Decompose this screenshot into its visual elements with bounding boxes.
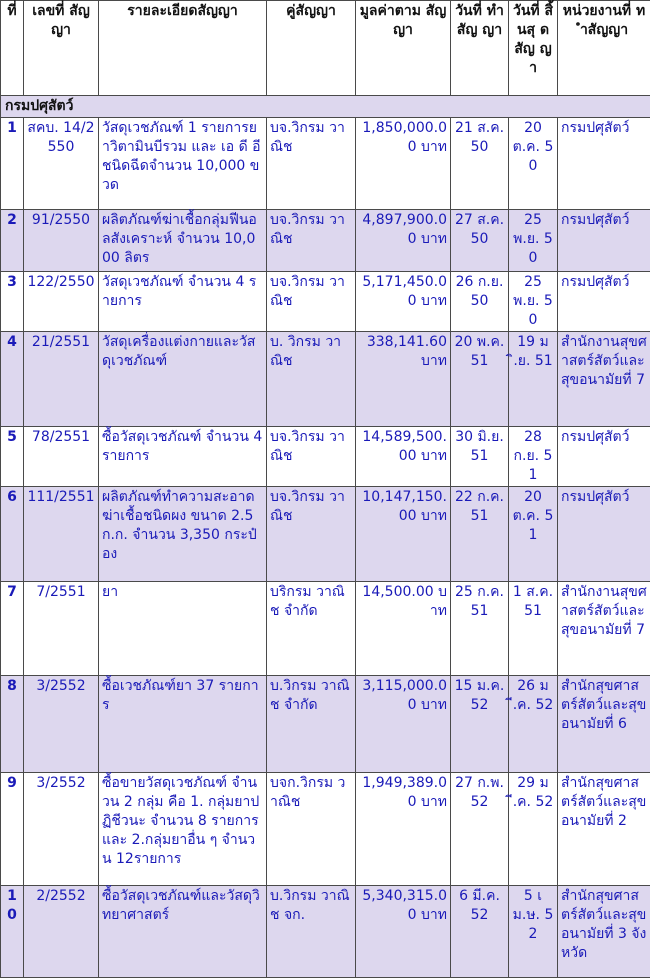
- cell-detail: ยา: [99, 582, 267, 676]
- cell-contract-no: 91/2550: [24, 210, 99, 272]
- cell-contract-no: 78/2551: [24, 427, 99, 487]
- cell-value: 10,147,150.00 บาท: [356, 487, 451, 582]
- cell-agency: สำนักสุขศาสตร์สัตว์และสุขอนามัยที่ 2: [558, 773, 650, 886]
- cell-start-date: 15 ม.ค. 52: [451, 676, 509, 773]
- cell-no: 7: [1, 582, 24, 676]
- cell-agency: กรมปศุสัตว์: [558, 487, 650, 582]
- cell-end-date: 19 มิ.ย. 51: [509, 332, 558, 427]
- col-party-header: คู่สัญญา: [267, 1, 356, 96]
- cell-value: 5,171,450.00 บาท: [356, 272, 451, 332]
- cell-contract-no: 2/2552: [24, 886, 99, 978]
- cell-no: 10: [1, 886, 24, 978]
- cell-detail: ซื้อวัสดุเวชภัณฑ์และวัสดุวิทยาศาสตร์: [99, 886, 267, 978]
- cell-party: บจ.วิกรม วาณิช: [267, 272, 356, 332]
- cell-contract-no: 3/2552: [24, 676, 99, 773]
- cell-value: 338,141.60 บาท: [356, 332, 451, 427]
- cell-no: 3: [1, 272, 24, 332]
- cell-detail: ซื้อวัสดุเวชภัณฑ์ จำนวน 4 รายการ: [99, 427, 267, 487]
- cell-agency: สำนักงานสุขศาสตร์สัตว์และสุขอนามัยที่ 7: [558, 582, 650, 676]
- cell-contract-no: 21/2551: [24, 332, 99, 427]
- cell-party: บ.วิกรม วาณิช จก.: [267, 886, 356, 978]
- cell-no: 2: [1, 210, 24, 272]
- col-start-date-header: วันที่ ทำ สัญ ญา: [451, 1, 509, 96]
- cell-agency: สำนักสุขศาสตร์สัตว์และสุขอนามัยที่ 3 จังหวัด: [558, 886, 650, 978]
- cell-no: 9: [1, 773, 24, 886]
- table-row: [1, 210, 650, 272]
- cell-party: บจก.วิกรม วาณิช: [267, 773, 356, 886]
- cell-detail: วัสดุเวชภัณฑ์ จำนวน 4 รายการ: [99, 272, 267, 332]
- cell-no: 5: [1, 427, 24, 487]
- cell-agency: กรมปศุสัตว์: [558, 427, 650, 487]
- cell-start-date: 20 พ.ค. 51: [451, 332, 509, 427]
- cell-start-date: 27 ส.ค. 50: [451, 210, 509, 272]
- cell-agency: กรมปศุสัตว์: [558, 272, 650, 332]
- group-row: [1, 96, 650, 118]
- cell-contract-no: 122/2550: [24, 272, 99, 332]
- cell-party: บ. วิกรม วาณิช: [267, 332, 356, 427]
- cell-contract-no: สคบ. 14/2550: [24, 118, 99, 210]
- cell-end-date: 26 มี.ค. 52: [509, 676, 558, 773]
- table-row: [1, 332, 650, 427]
- col-no-header: ที่: [1, 1, 24, 96]
- cell-detail: วัสดุเครื่องแต่งกายและวัสดุเวชภัณฑ์: [99, 332, 267, 427]
- cell-detail: ผลิตภัณฑ์ฆ่าเชื้อกลุ่มฟีนอลสังเคราะห์ จำนวน 10,000 ลิตร: [99, 210, 267, 272]
- col-contract-no-header: เลขที่ สัญญา: [24, 1, 99, 96]
- cell-end-date: 29 มี.ค. 52: [509, 773, 558, 886]
- table-row: [1, 582, 650, 676]
- cell-value: 5,340,315.00 บาท: [356, 886, 451, 978]
- table-row: [1, 272, 650, 332]
- cell-party: บจ.วิกรม วาณิช: [267, 427, 356, 487]
- cell-detail: ผลิตภัณฑ์ทำความสะอาด ฆ่าเชื้อชนิดผง ขนาด 2.5 ก.ก. จำนวน 3,350 กระป๋อง: [99, 487, 267, 582]
- table-row: [1, 886, 650, 978]
- col-detail-header: รายละเอียดสัญญา: [99, 1, 267, 96]
- table-row: [1, 427, 650, 487]
- cell-agency: สำนักสุขศาสตร์สัตว์และสุขอนามัยที่ 6: [558, 676, 650, 773]
- cell-contract-no: 7/2551: [24, 582, 99, 676]
- cell-value: 14,500.00 บาท: [356, 582, 451, 676]
- header-row: [1, 1, 650, 96]
- cell-no: 4: [1, 332, 24, 427]
- cell-agency: สำนักงานสุขศาสตร์สัตว์และสุขอนามัยที่ 7: [558, 332, 650, 427]
- cell-value: 1,850,000.00 บาท: [356, 118, 451, 210]
- col-value-header: มูลค่าตาม สัญญา: [356, 1, 451, 96]
- cell-end-date: 20 ต.ค. 50: [509, 118, 558, 210]
- cell-start-date: 25 ก.ค. 51: [451, 582, 509, 676]
- cell-agency: กรมปศุสัตว์: [558, 118, 650, 210]
- cell-party: บริกรม วาณิช จำกัด: [267, 582, 356, 676]
- cell-no: 6: [1, 487, 24, 582]
- cell-detail: ซื้อเวชภัณฑ์ยา 37 รายการ: [99, 676, 267, 773]
- cell-party: บจ.วิกรม วาณิช: [267, 118, 356, 210]
- cell-no: 8: [1, 676, 24, 773]
- table-row: [1, 773, 650, 886]
- table-row: [1, 487, 650, 582]
- cell-start-date: 6 มี.ค. 52: [451, 886, 509, 978]
- cell-start-date: 30 มิ.ย. 51: [451, 427, 509, 487]
- cell-end-date: 20 ต.ค. 51: [509, 487, 558, 582]
- cell-contract-no: 111/2551: [24, 487, 99, 582]
- cell-end-date: 5 เม.ษ. 52: [509, 886, 558, 978]
- cell-start-date: 21 ส.ค. 50: [451, 118, 509, 210]
- cell-end-date: 25 พ.ย. 50: [509, 272, 558, 332]
- cell-end-date: 25 พ.ย. 50: [509, 210, 558, 272]
- cell-agency: กรมปศุสัตว์: [558, 210, 650, 272]
- col-agency-header: หน่วยงานที่ ทำสัญญา: [558, 1, 650, 96]
- cell-no: 1: [1, 118, 24, 210]
- table-row: [1, 676, 650, 773]
- cell-detail: วัสดุเวชภัณฑ์ 1 รายการยาวิตามินบีรวม และ เอ ดี อี ชนิดฉีดจำนวน 10,000 ขวด: [99, 118, 267, 210]
- col-end-date-header: วันที่ สิ้นสุ ด สัญ ญา: [509, 1, 558, 96]
- cell-value: 4,897,900.00 บาท: [356, 210, 451, 272]
- cell-value: 14,589,500.00 บาท: [356, 427, 451, 487]
- cell-start-date: 22 ก.ค. 51: [451, 487, 509, 582]
- table-row: [1, 118, 650, 210]
- cell-value: 1,949,389.00 บาท: [356, 773, 451, 886]
- cell-detail: ซื้อขายวัสดุเวชภัณฑ์ จำนวน 2 กลุ่ม คือ 1. กลุ่มยาปฏิชีวนะ จำนวน 8 รายการ และ 2.กลุ่มยาอื่น ๆ จำนวน 12รายการ: [99, 773, 267, 886]
- cell-start-date: 27 ก.พ. 52: [451, 773, 509, 886]
- group-title: กรมปศุสัตว์: [1, 96, 650, 118]
- cell-party: บจ.วิกรม วาณิช: [267, 487, 356, 582]
- cell-contract-no: 3/2552: [24, 773, 99, 886]
- cell-start-date: 26 ก.ย. 50: [451, 272, 509, 332]
- cell-party: บจ.วิกรม วาณิช: [267, 210, 356, 272]
- cell-value: 3,115,000.00 บาท: [356, 676, 451, 773]
- cell-party: บ.วิกรม วาณิช จำกัด: [267, 676, 356, 773]
- cell-end-date: 1 ส.ค. 51: [509, 582, 558, 676]
- cell-end-date: 28 ก.ย. 51: [509, 427, 558, 487]
